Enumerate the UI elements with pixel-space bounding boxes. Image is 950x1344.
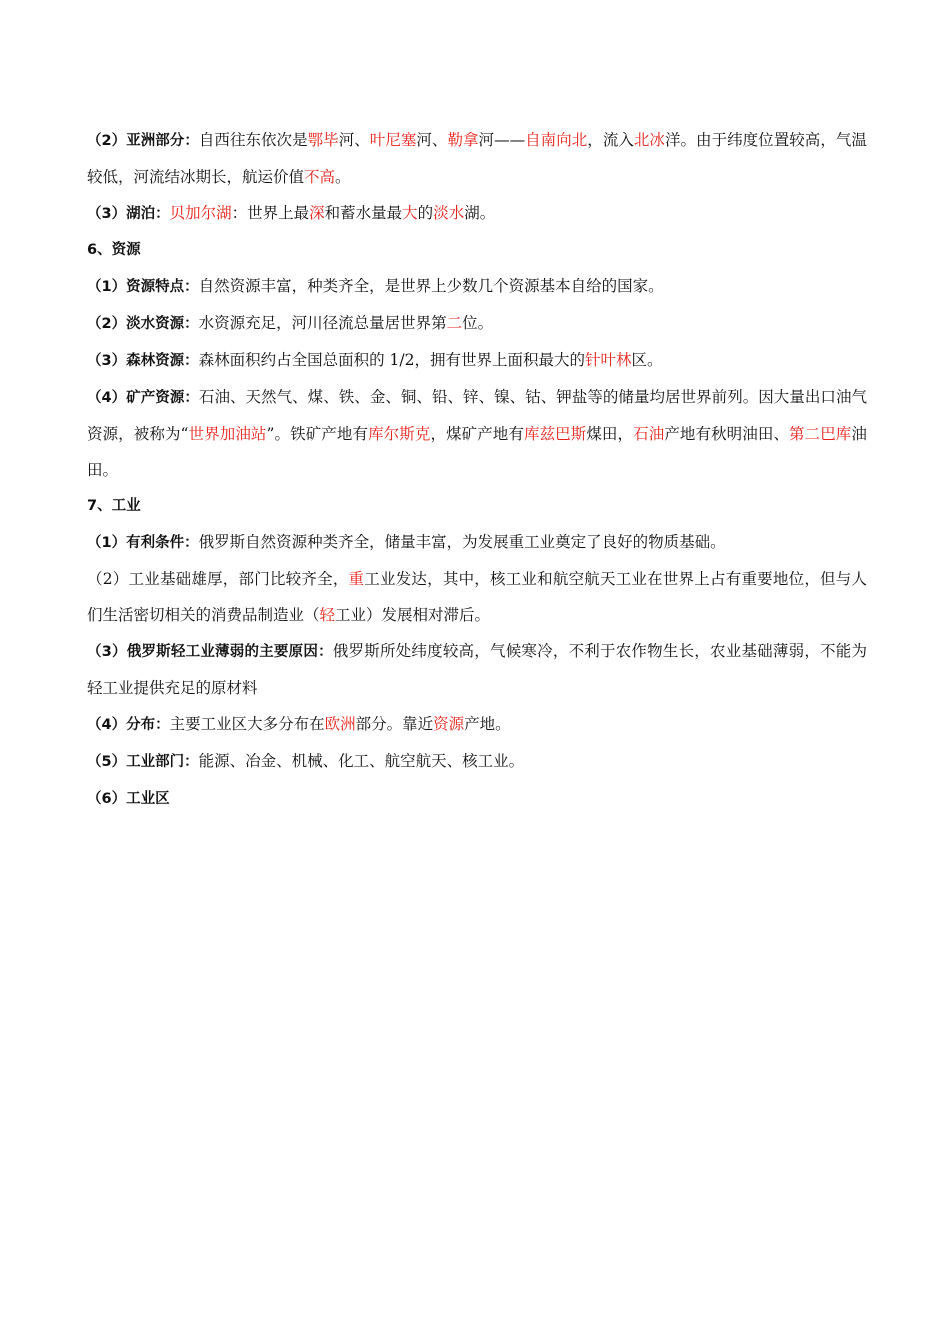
highlight-term: 库兹巴斯 — [523, 425, 587, 443]
text-run: 俄罗斯自然资源种类齐全，储量丰富，为发展重工业奠定了良好的物质基础。 — [198, 533, 726, 551]
text-run: 水资源充足，河川径流总量居世界第 — [198, 314, 447, 332]
highlight-term: 北冰 — [633, 131, 665, 149]
paragraph-fresh-water — [87, 305, 867, 342]
text-run: ，流入 — [587, 131, 634, 149]
highlight-term: 勒拿 — [447, 131, 479, 149]
section-heading-resources: 6、资源 — [87, 242, 141, 258]
text-run: 产地有秋明油田、 — [664, 425, 790, 443]
item-label: （4）分布： — [87, 717, 170, 733]
text-run: ”。铁矿产地有 — [266, 425, 369, 443]
text-run: 工业发达，其中，核工业和航空航天工业在世界上占有重要地位，但与人们生活密切相关的消费品制造业（ — [87, 570, 867, 624]
highlight-term: 针叶林 — [584, 351, 632, 369]
text-run: 工业）发展相对滞后。 — [335, 606, 491, 624]
highlight-term: 欧洲 — [324, 715, 356, 733]
highlight-term: 第二巴库 — [789, 425, 852, 443]
item-label: （4）矿产资源： — [87, 390, 199, 406]
item-label: （2）亚洲部分： — [87, 133, 199, 149]
paragraph-distribution — [87, 706, 867, 743]
highlight-term: 鄂毕 — [307, 131, 339, 149]
paragraph-industrial-zones — [87, 780, 867, 817]
text-run: 区。 — [631, 351, 663, 369]
highlight-term: 自南向北 — [525, 131, 588, 149]
text-run: 自然资源丰富，种类齐全，是世界上少数几个资源基本自给的国家。 — [198, 277, 664, 295]
item-label: （3）森林资源： — [87, 353, 199, 369]
text-run: 河、 — [416, 131, 448, 149]
paragraph-industry-base — [87, 561, 867, 633]
item-label: （2）淡水资源： — [87, 316, 199, 332]
text-run: 河、 — [338, 131, 370, 149]
paragraph-light-industry — [87, 633, 867, 706]
item-label: （1）资源特点： — [87, 279, 199, 295]
text-run: 油田。 — [87, 425, 867, 479]
text-run: ，煤矿产地有 — [430, 425, 524, 443]
highlight-term: 大 — [402, 204, 418, 222]
highlight-term: 叶尼塞 — [369, 131, 417, 149]
item-label: （1）有利条件： — [87, 535, 199, 551]
text-run: 能源、冶金、机械、化工、航空航天、核工业。 — [198, 752, 525, 770]
paragraph-industry-conditions — [87, 524, 867, 561]
highlight-term: 库尔斯克 — [368, 425, 431, 443]
text-run: 俄罗斯所处纬度较高，气候寒冷，不利于农作物生长，农业基础薄弱，不能为轻工业提供充足的原材料 — [87, 642, 867, 697]
item-label: （3）俄罗斯轻工业薄弱的主要原因： — [87, 644, 333, 660]
text-run: 产地。 — [464, 715, 511, 733]
text-run: 河—— — [478, 131, 526, 149]
text-run: 石油、天然气、煤、铁、金、铜、铅、锌、镍、钴、钾盐等的储量均居世界前列。因大量出口油气资源，被称为“ — [87, 388, 867, 443]
text-run: 自西往东依次是 — [198, 131, 308, 149]
paragraph-asia-rivers — [87, 122, 867, 195]
text-run: 洋。由于纬度位置较高，气温较低，河流结冰期长，航运价值 — [87, 131, 867, 186]
highlight-term: 轻 — [319, 606, 336, 624]
highlight-term: 不高 — [304, 168, 336, 186]
paragraph-industry-sectors — [87, 743, 867, 780]
item-label: （3）湖泊： — [87, 206, 170, 222]
document-content — [87, 122, 867, 817]
highlight-term: 石油 — [633, 425, 665, 443]
highlight-term: 深 — [309, 204, 325, 222]
text-run: ：世界上最 — [231, 204, 310, 222]
highlight-term: 贝加尔湖 — [169, 204, 232, 222]
paragraph-lake — [87, 195, 867, 232]
paragraph-forest — [87, 342, 867, 379]
text-run: 位。 — [462, 314, 494, 332]
highlight-term: 资源 — [433, 715, 465, 733]
highlight-term: 重 — [348, 570, 365, 588]
text-run: 湖。 — [464, 204, 496, 222]
text-run: 。 — [335, 168, 351, 186]
text-run: （2）工业基础雄厚，部门比较齐全， — [87, 570, 349, 588]
section-heading-industry: 7、工业 — [87, 498, 141, 514]
text-run: 部分。靠近 — [355, 715, 434, 733]
item-label: （5）工业部门： — [87, 754, 199, 770]
text-run: 和蓄水量最 — [324, 204, 403, 222]
highlight-term: 二 — [446, 314, 463, 332]
item-label: （6）工业区 — [87, 791, 170, 807]
highlight-term: 淡水 — [433, 204, 465, 222]
highlight-term: 世界加油站 — [188, 425, 267, 443]
paragraph-minerals — [87, 379, 867, 488]
text-run: 主要工业区大多分布在 — [169, 715, 325, 733]
paragraph-resource-features — [87, 268, 867, 305]
text-run: 煤田， — [586, 425, 634, 443]
text-run: 的 — [417, 204, 434, 222]
text-run: 森林面积约占全国总面积的 1/2，拥有世界上面积最大的 — [198, 351, 585, 369]
